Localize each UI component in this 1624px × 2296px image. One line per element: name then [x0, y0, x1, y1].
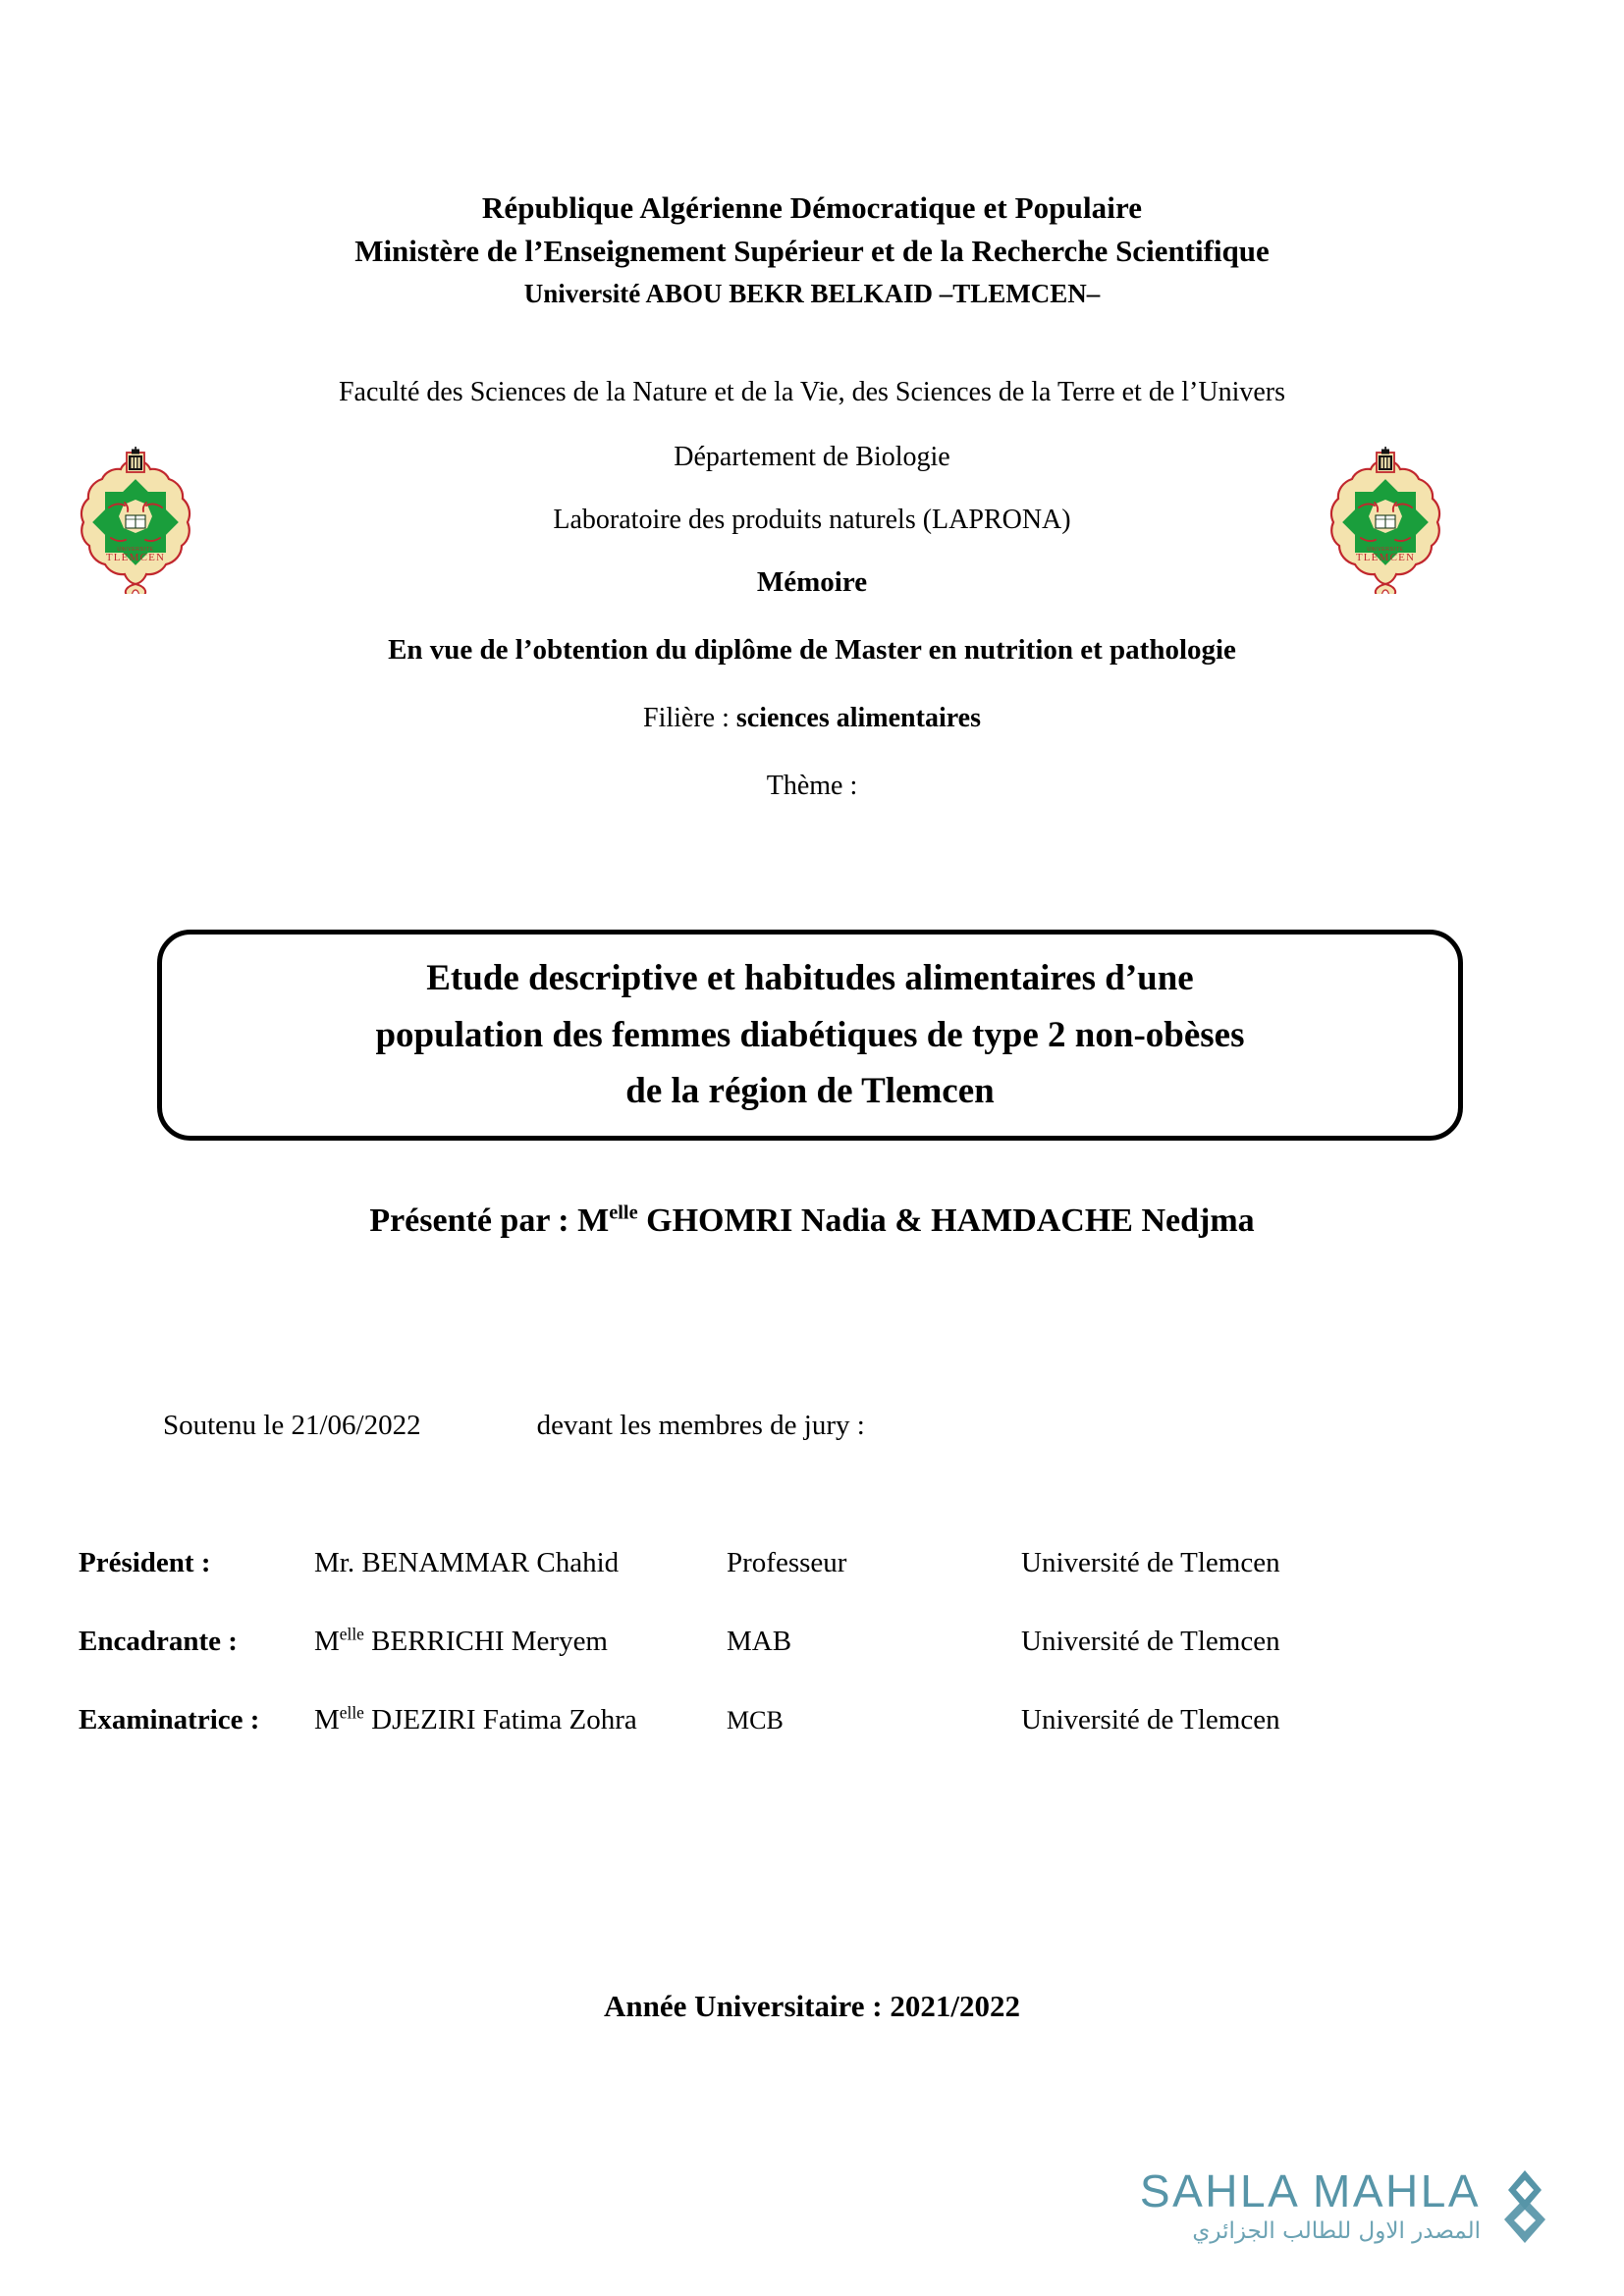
thesis-title	[348, 950, 1272, 1119]
sahla-mahla-watermark	[1139, 2165, 1555, 2245]
academic-year: Année Universitaire : 2021/2022	[604, 1989, 1020, 2023]
defense-line	[163, 1410, 865, 1442]
diploma-purpose-line: En vue de l’obtention du diplôme de Master en nutrition et pathologie	[388, 634, 1236, 667]
watermark-text	[1139, 2165, 1481, 2245]
department-line: Département de Biologie	[674, 441, 950, 472]
laboratory-line: Laboratoire des produits naturels (LAPRONA)	[553, 504, 1071, 535]
ministry-line: Ministère de l’Enseignement Supérieur et de la Recherche Scientifique	[354, 234, 1270, 269]
jury-role: Examinatrice :	[79, 1704, 260, 1735]
jury-affiliation: Université de Tlemcen	[1021, 1704, 1280, 1735]
jury-person	[314, 1702, 727, 1785]
jury-person	[314, 1624, 727, 1706]
document-header	[0, 187, 1624, 313]
jury-grade: Professeur	[727, 1547, 847, 1578]
defense-date: Soutenu le 21/06/2022	[163, 1410, 421, 1441]
memoire-label: Mémoire	[756, 566, 868, 599]
jury-person-superscript: elle	[339, 1624, 364, 1644]
faculty-line: Faculté des Sciences de la Nature et de la Vie, des Sciences de la Terre et de l’Univers	[338, 377, 1286, 407]
svg-text:TLEMCEN: TLEMCEN	[105, 552, 166, 563]
watermark-arabic-subtitle: المصدر الاول للطالب الجزائري	[1192, 2218, 1481, 2245]
watermark-brand-name: SAHLA MAHLA	[1139, 2165, 1481, 2217]
university-line: Université ABOU BEKR BELKAID –TLEMCEN–	[523, 279, 1101, 309]
thesis-title-box	[157, 930, 1463, 1141]
jury-person-prefix: M	[314, 1704, 340, 1735]
sahla-mahla-diamond-icon	[1494, 2168, 1555, 2245]
jury-person-superscript: elle	[339, 1702, 364, 1723]
svg-text:UNIVERSITE: UNIVERSITE	[1367, 547, 1404, 553]
table-row	[79, 1706, 1532, 1785]
jury-affiliation: Université de Tlemcen	[1021, 1547, 1280, 1578]
jury-person	[314, 1549, 727, 1628]
svg-text:TLEMCEN: TLEMCEN	[1355, 552, 1416, 563]
thesis-title-line-2: population des femmes diabétiques de type 2 non-obèses	[375, 1014, 1245, 1055]
presented-by-line	[0, 1202, 1624, 1240]
presented-by-prefix: Présenté par : M	[369, 1202, 610, 1239]
svg-text:UNIVERSITE: UNIVERSITE	[117, 547, 154, 553]
thesis-title-line-1: Etude descriptive et habitudes alimentaires d’une	[426, 958, 1194, 999]
jury-person-suffix: DJEZIRI Fatima Zohra	[363, 1704, 637, 1735]
table-row	[79, 1549, 1532, 1628]
jury-role: Président :	[79, 1547, 211, 1578]
filiere-line	[223, 699, 1401, 738]
defense-jury-label: devant les membres de jury :	[536, 1410, 865, 1441]
jury-person-suffix: BERRICHI Meryem	[363, 1626, 608, 1657]
presented-by-authors: GHOMRI Nadia & HAMDACHE Nedjma	[637, 1202, 1255, 1239]
jury-table	[79, 1549, 1532, 1785]
filiere-value: sciences alimentaires	[735, 702, 981, 733]
jury-grade: MCB	[727, 1706, 784, 1735]
presented-by-superscript: elle	[609, 1201, 638, 1224]
jury-person-prefix: M	[314, 1626, 340, 1657]
thesis-title-line-3: de la région de Tlemcen	[625, 1071, 995, 1112]
jury-grade: MAB	[727, 1626, 792, 1657]
republic-line: République Algérienne Démocratique et Populaire	[481, 190, 1143, 225]
theme-label: Thème :	[766, 771, 858, 802]
filiere-label: Filière :	[643, 702, 736, 733]
university-logo-left	[76, 447, 195, 594]
table-row	[79, 1628, 1532, 1706]
jury-person-prefix: Mr. BENAMMAR Chahid	[314, 1547, 620, 1578]
institution-block	[223, 373, 1404, 806]
jury-role: Encadrante :	[79, 1626, 238, 1657]
jury-affiliation: Université de Tlemcen	[1021, 1626, 1280, 1657]
